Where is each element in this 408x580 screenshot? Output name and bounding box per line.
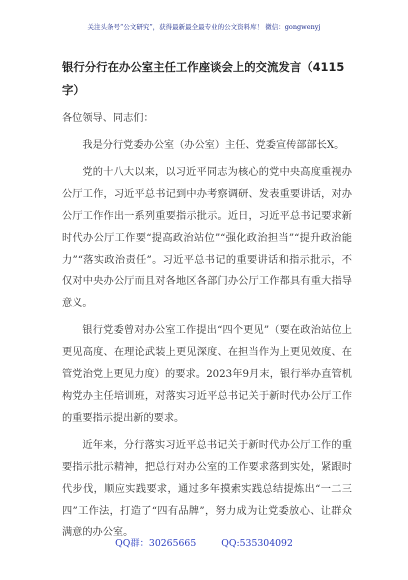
greeting: 各位领导、同志们：	[62, 113, 154, 124]
qq-group-link[interactable]: QQ群：30265665	[115, 538, 197, 549]
header-banner: 关注头条号“公文研究”，获得最新最全最专业的公文资料库！ 微信：gongwenyj	[87, 23, 321, 31]
footer-contact	[0, 535, 408, 549]
paragraph: 我是分行党委办公室（办公室）主任、党委宣传部部长X。	[82, 140, 345, 151]
paragraph: 党的十八大以来，以习近平同志为核心的党中央高度重视办公厅工作，习近平总书记到中办考察调研、发表重要讲话，对办公厅工作作出一系列重要指示批示。近日，习近平总书记要求新时代办公厅工作要“提高政治站位”“强化政治担当”“提升政治能力”“落实政治责任”。习近平总书记的重要讲话和指示批示，不仅对中央办公厅而且对各地区各部门办公厅工作都具有重大指导意义。	[62, 166, 352, 310]
paragraph: 银行党委曾对办公室工作提出“四个更见”（要在政治站位上更见高度、在理论武装上更见深度、在担当作为上更见效度、在管党治党上更见力度）的要求。2023年9月末，银行举办直管机构党办主任培训班，对落实习近平总书记关于新时代办公厅工作的重要指示提出新的要求。	[62, 325, 352, 424]
qq-contact-link[interactable]: QQ:535304092	[221, 538, 293, 549]
document-body	[62, 56, 352, 544]
document-title: 银行分行在办公室主任工作座谈会上的交流发言（4115字）	[62, 60, 345, 97]
paragraph: 近年来，分行落实习近平总书记关于新时代办公厅工作的重要指示批示精神，把总行对办公室的工作要求落到实处，紧跟时代步伐，顺应实践要求，通过多年摸索实践总结提炼出“一二三四”工作法，打造了“四有品牌”，努力成为让党委放心、让群众满意的办公室。	[62, 439, 352, 539]
